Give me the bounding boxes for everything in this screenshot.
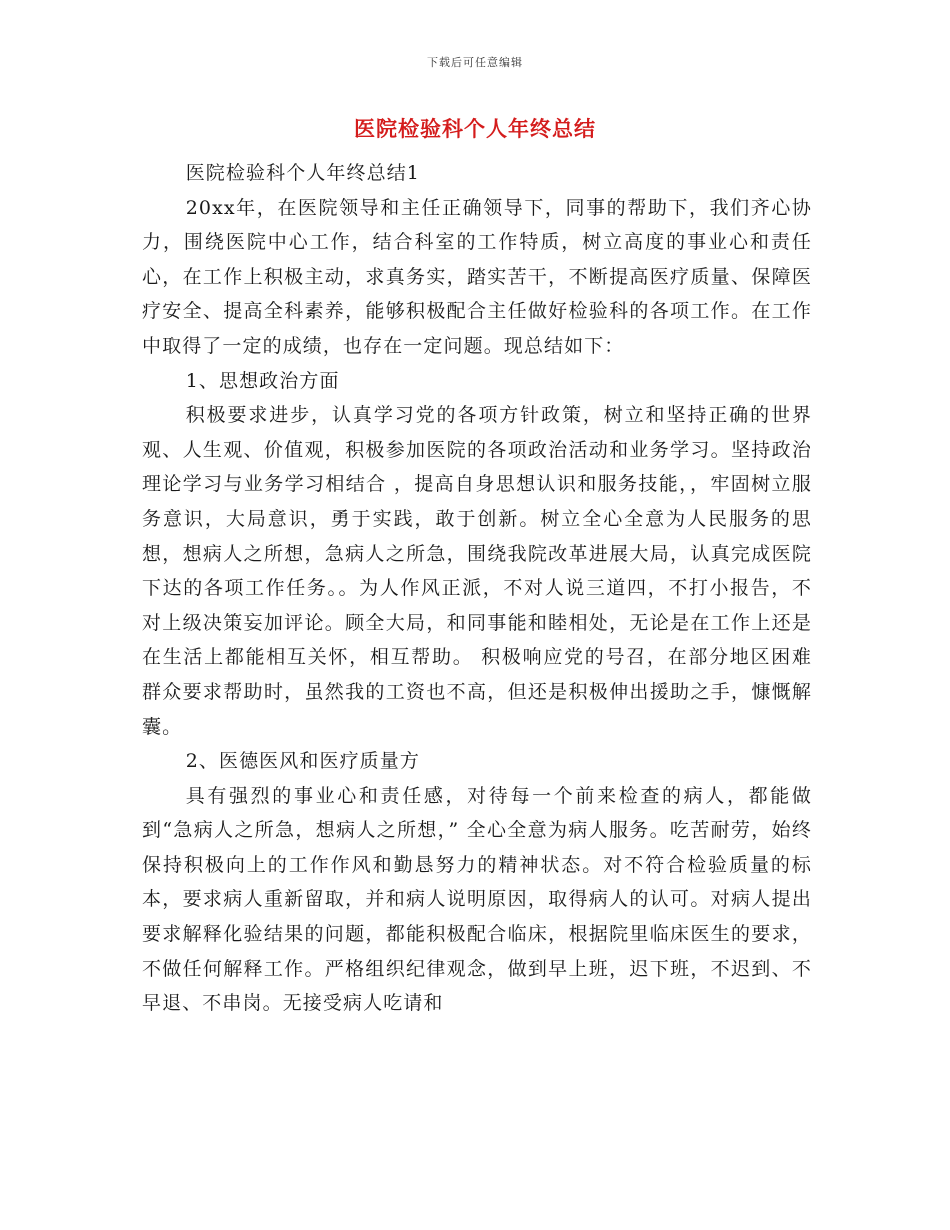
section-heading: 医院检验科个人年终总结1 [185, 162, 420, 184]
body-paragraph: 积极要求进步，认真学习党的各项方针政策，树立和坚持正确的世界观、人生观、价值观，积极参加医院的各项政治活动和业务学习。坚持政治理论学习与业务学习相结合 ，提高自身思想认识和服务技能，，牢固树立服务意识，大局意识，勇于实践，敢于创新。树立全心全意为人民服务的思想，想病人之所想，急病人之所急，围绕我院改革进展大局，认真完成医院下达的各项工作任务。。为人作风正派，不对人说三道四，不打小报告，不对上级决策妄加评论。顾全大局，和同事能和睦相处，无论是在工作上还是在生活上都能相互关怀，相互帮助。 积极响应党的号召，在部分地区困难群众要求帮助时，虽然我的工资也不高，但还是积极伸出援助之手，慷慨解囊。 [142, 404, 812, 738]
section-heading: 2、医德医风和医疗质量方 [185, 750, 420, 773]
document-title: 医院检验科个人年终总结 [354, 116, 596, 141]
section-heading: 1、思想政治方面 [185, 369, 340, 392]
body-paragraph: 具有强烈的事业心和责任感，对待每一个前来检查的病人，都能做到“急病人之所急，想病人之所想，” 全心全意为病人服务。吃苦耐劳，始终保持积极向上的工作作风和勤恳努力的精神状态。对不符合检验质量的标本，要求病人重新留取，并和病人说明原因，取得病人的认可。对病人提出要求解释化验结果的问题，都能积极配合临床，根据院里临床医生的要求，不做任何解释工作。严格组织纪律观念，做到早上班，迟下班，不迟到、不早退、不串岗。无接受病人吃请和 [142, 784, 812, 1015]
header-note: 下载后可任意编辑 [427, 56, 523, 69]
document-body [142, 156, 812, 1021]
body-paragraph: 20xx年，在医院领导和主任正确领导下，同事的帮助下，我们齐心协力，围绕医院中心工作，结合科室的工作特质，树立高度的事业心和责任心，在工作上积极主动，求真务实，踏实苦干，不断提高医疗质量、保障医疗安全、提高全科素养，能够积极配合主任做好检验科的各项工作。在工作中取得了一定的成绩，也存在一定问题。现总结如下： [142, 196, 812, 357]
